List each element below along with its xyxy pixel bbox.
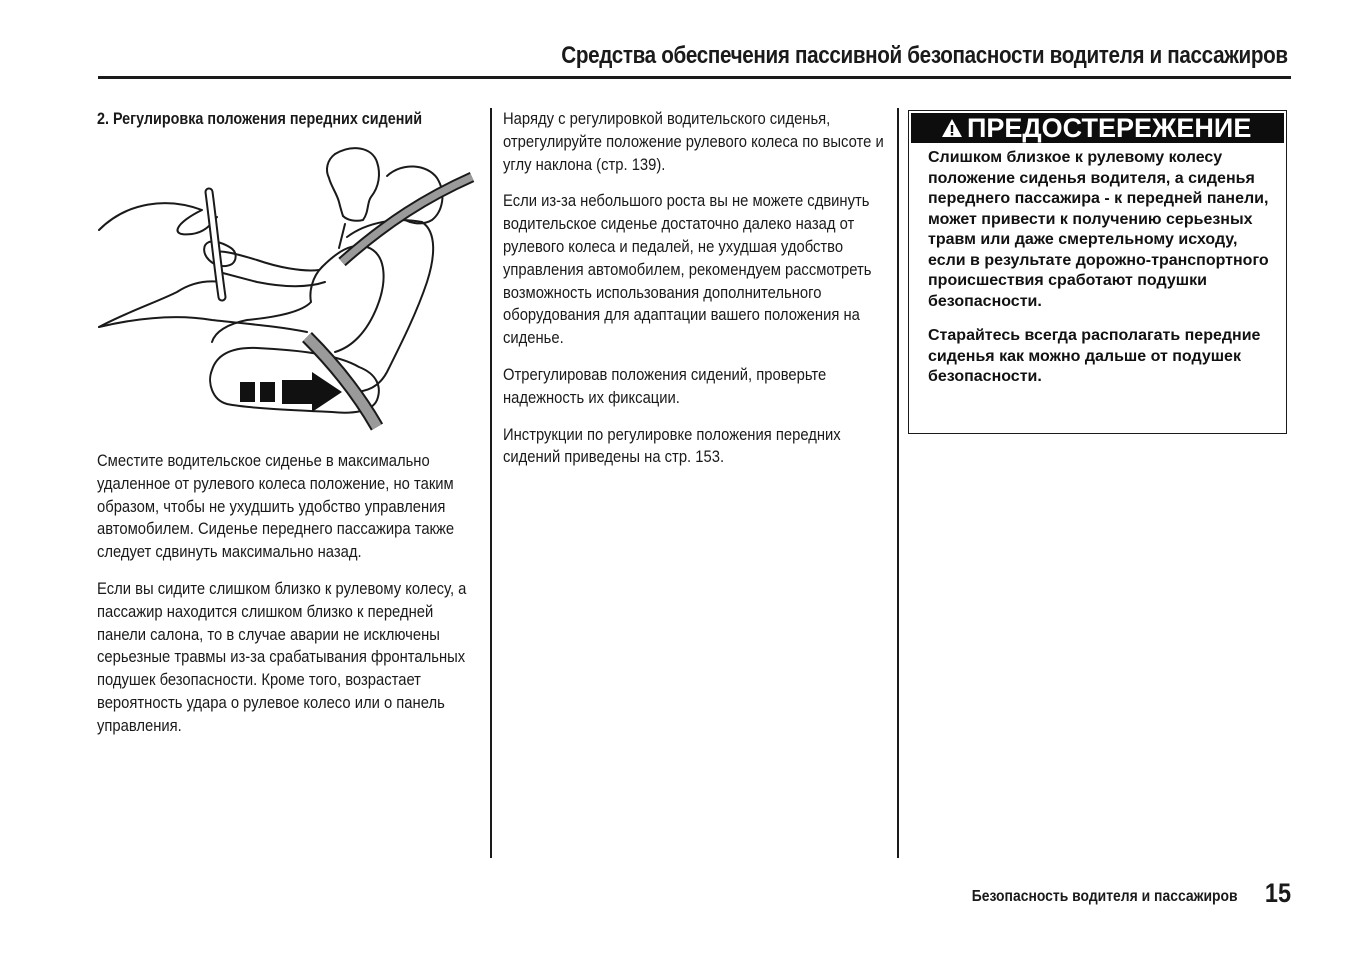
- column-1-body: [97, 450, 537, 752]
- paragraph: Отрегулировав положения сидений, проверьте надежность их фиксации.: [503, 364, 827, 407]
- warning-header: [911, 113, 1284, 143]
- column-divider-2: [897, 108, 899, 858]
- paragraph: Сместите водительское сиденье в максимально удаленное от рулевого колеса положение, но таким образом, чтобы не ухудшить удобство управления автомобилем. Сиденье переднего пассажира также следует сдвинуть максимально назад.: [97, 451, 455, 562]
- page-header-title: Средства обеспечения пассивной безопасности водителя и пассажиров: [561, 42, 1288, 69]
- page-number: 15: [1264, 878, 1291, 908]
- paragraph: Если вы сидите слишком близко к рулевому колесу, а пассажир находится слишком близко к передней панели салона, то в случае аварии не исключены серьезные травмы из-за срабатывания фронтальных подушек безопасности. Кроме того, возрастает вероятность удара о рулевое колесо или о панель управления.: [97, 578, 467, 735]
- column-1-header: [97, 108, 482, 129]
- footer-section-label: Безопасность водителя и пассажиров: [972, 888, 1238, 905]
- warning-paragraph: Слишком близкое к рулевому колесу положение сиденья водителя, а сиденья переднего пассажира - к передней панели, может привести к получению серьезных травм или даже смертельному исходу, если в результате дорожно-транспортного происшествия сработают подушки безопасности.: [928, 149, 1269, 310]
- warning-title: ПРЕДОСТЕРЕЖЕНИЕ: [967, 113, 1252, 143]
- paragraph: Инструкции по регулировке положения передних сидений приведены на стр. 153.: [503, 424, 841, 467]
- warning-triangle-icon: [941, 118, 963, 138]
- column-2-body: [503, 108, 888, 483]
- section-title: 2. Регулировка положения передних сидений: [97, 110, 423, 128]
- warning-body: [928, 148, 1273, 402]
- driver-seat-illustration: [97, 142, 477, 437]
- header-divider: [98, 76, 1291, 79]
- paragraph: Если из-за небольшого роста вы не можете сдвинуть водительское сиденье достаточно далеко назад от рулевого колеса и педалей, не ухудшая удобство управления автомобилем, рекомендуем рассмотреть возможность использования дополнительного оборудования для адаптации вашего положения на сиденье.: [503, 191, 872, 348]
- warning-box: [908, 110, 1287, 434]
- paragraph: Наряду с регулировкой водительского сиденья, отрегулируйте положение рулевого колеса по высоте и углу наклона (стр. 139).: [503, 109, 884, 174]
- warning-paragraph: Старайтесь всегда располагать передние сиденья как можно дальше от подушек безопасности.: [928, 327, 1261, 385]
